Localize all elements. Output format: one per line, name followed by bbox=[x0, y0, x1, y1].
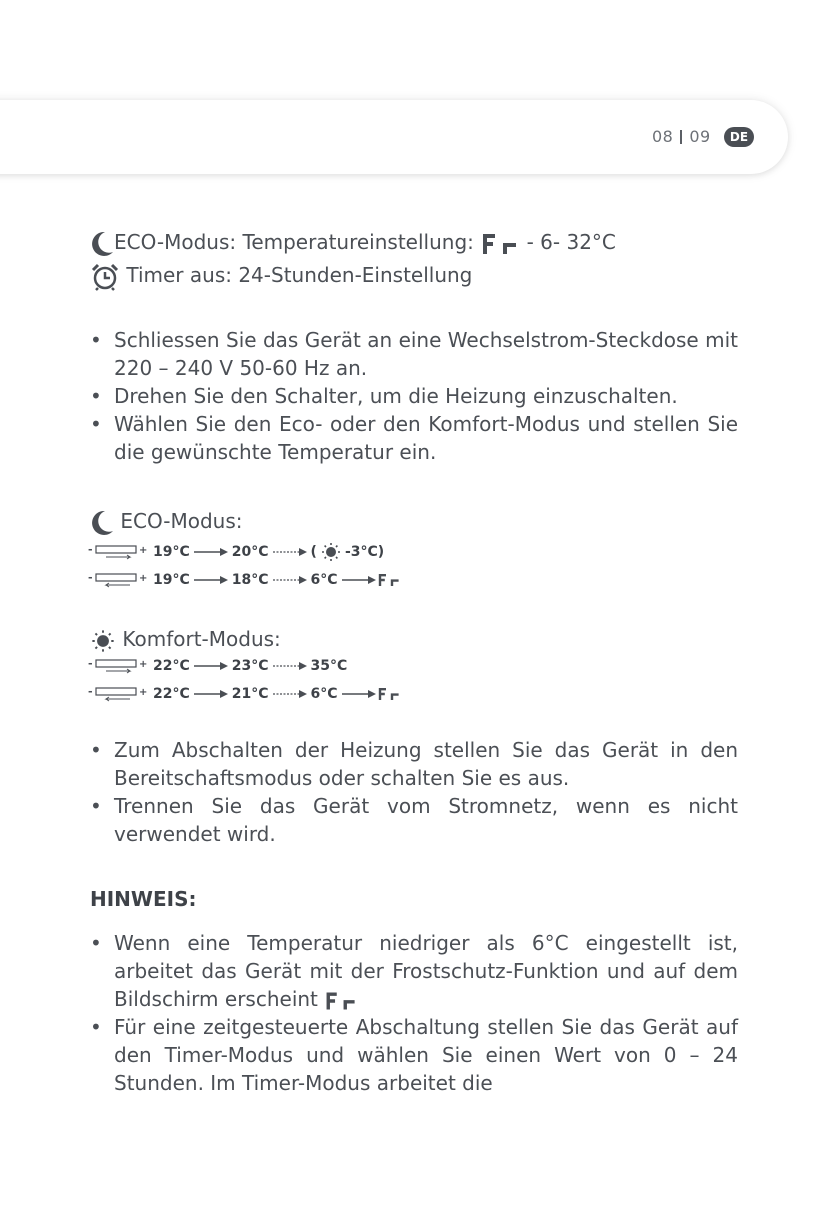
sun-icon bbox=[320, 542, 342, 562]
sun-icon bbox=[90, 629, 116, 653]
temp-value: 19°C bbox=[153, 544, 190, 560]
list-item bbox=[90, 929, 738, 1013]
comfort-mode-title bbox=[90, 626, 281, 653]
svg-text:-: - bbox=[88, 657, 93, 670]
temperature-increase-icon bbox=[88, 542, 150, 562]
eco-mode-title bbox=[90, 508, 243, 536]
note-heading: HINWEIS: bbox=[90, 887, 197, 911]
eco-setting-line bbox=[90, 229, 616, 257]
temp-value: 23°C bbox=[231, 658, 269, 674]
list-item: • Schliessen Sie das Gerät an eine Wechselstrom-Steckdose mit 220 – 240 V 50-60 Hz an. bbox=[90, 326, 738, 382]
timer-setting-line bbox=[90, 262, 472, 291]
temp-value: -3°C) bbox=[344, 544, 385, 560]
frost-symbol-icon bbox=[324, 991, 358, 1011]
svg-text:+: + bbox=[139, 687, 148, 698]
arrow-right-icon bbox=[341, 575, 377, 585]
temp-value: ( bbox=[310, 544, 317, 560]
list-item: • Für eine zeitgesteuerte Abschaltung stellen Sie das Gerät auf den Timer-Modus und wählen Sie einen Wert von 0 – 24 Stunden. Im Timer-Modus arbeitet die bbox=[90, 1013, 738, 1097]
list-item: • Drehen Sie den Schalter, um die Heizung einzuschalten. bbox=[90, 382, 738, 410]
temperature-decrease-icon bbox=[88, 570, 150, 590]
temperature-decrease-icon bbox=[88, 684, 150, 704]
eco-range-text: - 6- 32°C bbox=[520, 230, 616, 254]
dotted-arrow-icon bbox=[272, 575, 308, 585]
temp-value: 6°C bbox=[310, 572, 338, 588]
timer-setting-text: Timer aus: 24-Stunden-Einstellung bbox=[126, 263, 473, 287]
instructions-list bbox=[90, 326, 738, 466]
temp-value: 22°C bbox=[153, 686, 190, 702]
page-current: 08 bbox=[652, 127, 674, 146]
svg-text:-: - bbox=[88, 571, 93, 584]
arrow-right-icon bbox=[193, 661, 229, 671]
list-item: • Wählen Sie den Eco- oder den Komfort-Modus und stellen Sie die gewünschte Temperatur ein. bbox=[90, 410, 738, 466]
note-list bbox=[90, 929, 738, 1097]
svg-text:-: - bbox=[88, 685, 93, 698]
temp-value: 20°C bbox=[231, 544, 269, 560]
eco-mode-label: ECO-Modus: bbox=[120, 509, 243, 533]
page-total: 09 bbox=[689, 127, 711, 146]
alarm-clock-icon bbox=[90, 263, 120, 291]
temp-value: 19°C bbox=[153, 572, 190, 588]
list-item: • Zum Abschalten der Heizung stellen Sie das Gerät in den Bereitschaftsmodus oder schalten Sie es aus. bbox=[90, 736, 738, 792]
list-item-text: Wenn eine Temperatur niedriger als 6°C eingestellt ist, arbeitet das Gerät mit der Frostschutz-Funktion und auf dem Bildschirm erscheint bbox=[114, 931, 738, 1011]
arrow-right-icon bbox=[193, 689, 229, 699]
arrow-right-icon bbox=[341, 689, 377, 699]
svg-text:-: - bbox=[88, 543, 93, 556]
eco-decrease-sequence bbox=[88, 570, 401, 590]
svg-text:+: + bbox=[139, 545, 148, 556]
page-separator bbox=[680, 130, 682, 144]
page-number bbox=[652, 127, 711, 146]
svg-text:+: + bbox=[139, 573, 148, 584]
temp-value: 21°C bbox=[231, 686, 269, 702]
eco-increase-sequence bbox=[88, 542, 387, 562]
arrow-right-icon bbox=[193, 547, 229, 557]
shutdown-list bbox=[90, 736, 738, 848]
frost-symbol-icon bbox=[377, 686, 401, 702]
language-badge: DE bbox=[724, 127, 754, 147]
temperature-increase-icon bbox=[88, 656, 150, 676]
moon-icon bbox=[90, 231, 114, 257]
comfort-mode-label: Komfort-Modus: bbox=[122, 627, 281, 651]
temp-value: 22°C bbox=[153, 658, 190, 674]
comfort-decrease-sequence bbox=[88, 684, 401, 704]
dotted-arrow-icon bbox=[272, 547, 308, 557]
temp-value: 35°C bbox=[310, 658, 348, 674]
list-item: • Trennen Sie das Gerät vom Stromnetz, wenn es nicht verwendet wird. bbox=[90, 792, 738, 848]
eco-setting-text: ECO-Modus: Temperatureinstellung: bbox=[114, 230, 481, 254]
dotted-arrow-icon bbox=[272, 689, 308, 699]
temp-value: 18°C bbox=[231, 572, 269, 588]
dotted-arrow-icon bbox=[272, 661, 308, 671]
frost-symbol-icon bbox=[377, 572, 401, 588]
moon-icon bbox=[90, 510, 114, 536]
frost-symbol-icon bbox=[480, 233, 520, 255]
svg-text:+: + bbox=[139, 659, 148, 670]
temp-value: 6°C bbox=[310, 686, 338, 702]
arrow-right-icon bbox=[193, 575, 229, 585]
comfort-increase-sequence bbox=[88, 656, 350, 676]
